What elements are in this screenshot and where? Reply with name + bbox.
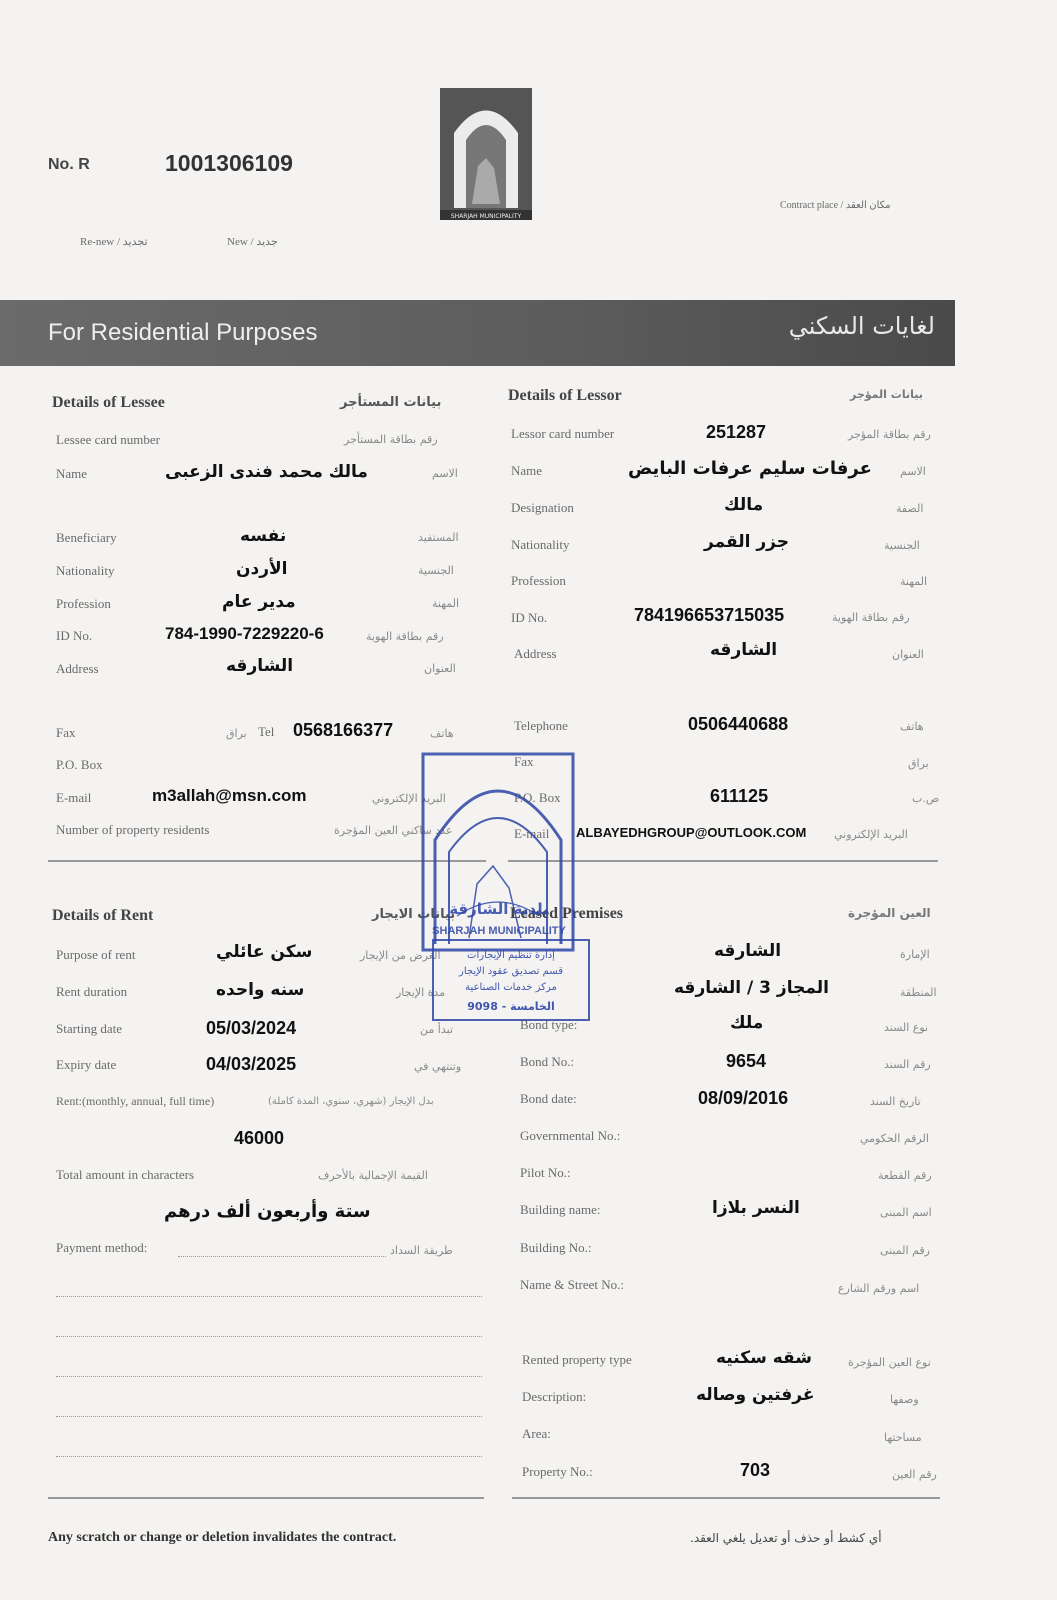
rent-start-label: Starting date bbox=[56, 1021, 123, 1036]
bottom-rule-left bbox=[48, 1497, 484, 1499]
purpose-banner bbox=[0, 300, 955, 366]
lessor-email-label: E-mail bbox=[514, 826, 550, 841]
premises-area-label-ar: مساحتها bbox=[884, 1431, 922, 1444]
lessee-id: 784-1990-7229220-6 bbox=[165, 624, 324, 643]
lessee-card-label: Lessee card number bbox=[56, 432, 160, 447]
premises-desc-label-ar: وصفها bbox=[890, 1393, 919, 1406]
lessor-fax-label: Fax bbox=[514, 754, 534, 769]
sharjah-municipality-stamp bbox=[413, 748, 601, 1038]
lessee-tel-label: Tel bbox=[258, 724, 275, 739]
premises-prop-no-label: Property No.: bbox=[522, 1464, 593, 1479]
premises-gov-label: Governmental No.: bbox=[520, 1128, 621, 1143]
lessee-address: الشارقه bbox=[226, 656, 294, 676]
premises-type-label: Rented property type bbox=[522, 1352, 632, 1367]
premises-section-title: Leased Premises bbox=[510, 905, 624, 922]
lessor-email-label-ar: البريد الإلكتروني bbox=[834, 828, 908, 841]
stamp-line-2: قسم تصديق عقود الإيجار bbox=[459, 966, 563, 977]
lessor-telephone-label-ar: هاتف bbox=[900, 720, 924, 733]
lessee-id-label-ar: رقم بطاقة الهوية bbox=[366, 630, 444, 643]
lessor-nationality-label-ar: الجنسية bbox=[884, 539, 920, 552]
rent-total-words: ستة وأربعون ألف درهم bbox=[164, 1201, 371, 1222]
premises-section-title-ar: العين المؤجرة bbox=[848, 906, 931, 920]
lessee-nationality-label: Nationality bbox=[56, 563, 115, 578]
footer-warning-ar: أي كشط أو حذف أو تعديل يلغي العقد. bbox=[690, 1531, 882, 1545]
lessee-profession-label: Profession bbox=[56, 596, 111, 611]
rent-duration-label: Rent duration bbox=[56, 984, 128, 999]
rent-expiry-label: Expiry date bbox=[56, 1057, 117, 1072]
blank-line bbox=[56, 1336, 482, 1337]
banner-title-ar: لغايات السكني bbox=[788, 312, 935, 340]
lessee-email-label: E-mail bbox=[56, 790, 92, 805]
rent-purpose: سكن عائلي bbox=[216, 942, 313, 962]
rent-start-date: 05/03/2024 bbox=[206, 1018, 297, 1038]
lessee-name-label-ar: الاسم bbox=[432, 467, 458, 480]
lessee-fax-label-ar: براق bbox=[226, 727, 247, 740]
lessee-fax-label: Fax bbox=[56, 725, 76, 740]
lessee-card-label-ar: رقم بطاقة المستأجر bbox=[344, 433, 438, 446]
rent-purpose-label: Purpose of rent bbox=[56, 947, 136, 962]
lessee-pobox-label: P.O. Box bbox=[56, 757, 103, 772]
premises-prop-no-label-ar: رقم العين bbox=[892, 1468, 937, 1481]
premises-building-name-label: Building name: bbox=[520, 1202, 601, 1217]
blank-line bbox=[56, 1456, 482, 1457]
new-checkbox-label: New / جديد bbox=[227, 236, 278, 248]
premises-prop-no: 703 bbox=[740, 1460, 771, 1480]
lessee-nationality: الأردن bbox=[236, 559, 288, 579]
lessor-telephone: 0506440688 bbox=[688, 714, 789, 734]
lessor-profession-label: Profession bbox=[511, 573, 566, 588]
premises-emirate-label-ar: الإمارة bbox=[900, 948, 930, 961]
lessor-section-title: Details of Lessor bbox=[508, 387, 622, 404]
stamp-line-3: مركز خدمات الصناعية bbox=[465, 982, 557, 993]
premises-bond-type-label: Bond type: bbox=[520, 1017, 578, 1032]
premises-bond-date-label: Bond date: bbox=[520, 1091, 577, 1106]
premises-building-no-label: Building No.: bbox=[520, 1240, 592, 1255]
contract-no-label: No. R bbox=[48, 156, 90, 173]
premises-type: شقه سكنيه bbox=[716, 1348, 812, 1368]
lessor-email: ALBAYEDHGROUP@OUTLOOK.COM bbox=[576, 825, 807, 840]
lessee-name-label: Name bbox=[56, 466, 88, 481]
lessee-section-title-ar: بيانات المستأجر bbox=[340, 395, 442, 410]
premises-bond-type-label-ar: نوع السند bbox=[884, 1021, 929, 1034]
lessor-name: عرفات سليم عرفات البايض bbox=[628, 458, 872, 479]
premises-street-label-ar: اسم ورقم الشارع bbox=[838, 1282, 920, 1295]
premises-area-name: المجاز 3 / الشارقه bbox=[674, 978, 829, 998]
rent-amount: 46000 bbox=[234, 1128, 285, 1148]
lessee-section-title: Details of Lessee bbox=[52, 394, 165, 411]
rent-payment-label: Payment method: bbox=[56, 1240, 148, 1255]
lessor-section-title-ar: بيانات المؤجر bbox=[850, 388, 923, 401]
premises-bond-no-label-ar: رقم السند bbox=[884, 1058, 931, 1071]
lessor-telephone-label: Telephone bbox=[514, 718, 568, 733]
stamp-title: بلدية الشارقة bbox=[449, 900, 549, 918]
premises-desc-label: Description: bbox=[522, 1389, 587, 1404]
logo-text: SHARJAH MUNICIPALITY bbox=[450, 213, 522, 220]
rent-payment-label-ar: طريقة السداد bbox=[390, 1244, 453, 1257]
lessor-id: 784196653715035 bbox=[634, 605, 785, 625]
lessor-name-label-ar: الاسم bbox=[900, 465, 926, 478]
premises-plot-label-ar: رقم القطعة bbox=[878, 1169, 932, 1182]
lessee-profession-label-ar: المهنة bbox=[432, 597, 460, 610]
contract-place-label: Contract place / مكان العقد bbox=[780, 200, 891, 211]
blank-line bbox=[56, 1376, 482, 1377]
premises-building-name: النسر بلازا bbox=[712, 1198, 800, 1218]
lessor-card-label-ar: رقم بطاقة المؤجر bbox=[848, 428, 931, 441]
lessee-residents-label: Number of property residents bbox=[56, 822, 210, 837]
premises-emirate: الشارقه bbox=[714, 941, 782, 961]
lessee-email: m3allah@msn.com bbox=[152, 786, 307, 805]
renew-checkbox-label: Re-new / تجديد bbox=[80, 236, 148, 248]
premises-area-name-label-ar: المنطقة bbox=[900, 986, 937, 999]
rent-expiry-date: 04/03/2025 bbox=[206, 1054, 297, 1074]
premises-bond-date: 08/09/2016 bbox=[698, 1088, 789, 1108]
lessor-address-label-ar: العنوان bbox=[892, 648, 924, 661]
lessee-email-label-ar: البريد الإلكتروني bbox=[372, 792, 446, 805]
premises-building-name-label-ar: اسم المبنى bbox=[880, 1206, 932, 1219]
premises-plot-label: Pilot No.: bbox=[520, 1165, 571, 1180]
premises-street-label: Name & Street No.: bbox=[520, 1277, 624, 1292]
premises-desc: غرفتين وصاله bbox=[696, 1385, 815, 1405]
rent-section-title-ar: بيانات الايجار bbox=[372, 907, 456, 922]
rent-total-label: Total amount in characters bbox=[56, 1167, 195, 1182]
lessee-nationality-label-ar: الجنسية bbox=[418, 564, 454, 577]
lessor-pobox: 611125 bbox=[710, 786, 769, 806]
rent-amount-label-ar: بدل الإيجار (شهري، سنوي، المدة كاملة) bbox=[268, 1096, 434, 1107]
rent-amount-label: Rent:(monthly, annual, full time) bbox=[56, 1094, 215, 1108]
lessee-id-label: ID No. bbox=[56, 628, 93, 643]
premises-area-label: Area: bbox=[522, 1426, 551, 1441]
rent-purpose-label-ar: الغرض من الإيجار bbox=[360, 949, 441, 962]
lessor-id-label: ID No. bbox=[511, 610, 548, 625]
rent-expiry-label-ar: وتنتهي في bbox=[414, 1060, 462, 1073]
premises-bond-type: ملك bbox=[730, 1013, 764, 1033]
blank-line bbox=[56, 1416, 482, 1417]
lessee-address-label-ar: العنوان bbox=[424, 662, 456, 675]
lessee-address-label: Address bbox=[56, 661, 99, 676]
lessor-designation: مالك bbox=[724, 495, 764, 515]
sharjah-municipality-logo bbox=[432, 78, 540, 228]
lessee-tel-label-ar: هاتف bbox=[430, 727, 454, 740]
lessor-address: الشارقه bbox=[710, 640, 778, 660]
lessor-id-label-ar: رقم بطاقة الهوية bbox=[832, 611, 910, 624]
lessor-pobox-label: P.O. Box bbox=[514, 790, 561, 805]
rent-payment-field bbox=[178, 1256, 386, 1257]
lessee-beneficiary: نفسه bbox=[240, 526, 287, 546]
stamp-en: SHARJAH MUNICIPALITY bbox=[432, 925, 566, 937]
lessor-card: 251287 bbox=[706, 422, 767, 442]
stamp-line-1: إدارة تنظيم الإيجارات bbox=[467, 950, 555, 961]
lessor-pobox-label-ar: ص.ب bbox=[912, 792, 940, 805]
rent-total-label-ar: القيمة الإجمالية بالأحرف bbox=[318, 1169, 428, 1182]
premises-bond-no-label: Bond No.: bbox=[520, 1054, 575, 1069]
premises-type-label-ar: نوع العين المؤجرة bbox=[848, 1356, 931, 1369]
lessor-nationality: جزر القمر bbox=[704, 532, 789, 552]
premises-bond-no: 9654 bbox=[726, 1051, 767, 1071]
contract-number: 1001306109 bbox=[165, 150, 293, 176]
lessee-tel: 0568166377 bbox=[293, 720, 394, 740]
premises-gov-label-ar: الرقم الحكومي bbox=[860, 1132, 929, 1145]
lessee-profession: مدير عام bbox=[222, 592, 296, 612]
premises-bond-date-label-ar: تاريخ السند bbox=[870, 1095, 921, 1108]
premises-building-no-label-ar: رقم المبنى bbox=[880, 1244, 930, 1257]
rent-duration: سنه واحده bbox=[216, 980, 305, 1000]
lessor-designation-label-ar: الصفة bbox=[896, 502, 924, 515]
lessor-name-label: Name bbox=[511, 463, 543, 478]
lessor-fax-label-ar: براق bbox=[908, 757, 929, 770]
lessor-card-label: Lessor card number bbox=[511, 426, 615, 441]
blank-line bbox=[56, 1296, 482, 1297]
stamp-line-4: الخامسة - 9098 bbox=[467, 1000, 555, 1013]
lessor-address-label: Address bbox=[514, 646, 557, 661]
rent-section-title: Details of Rent bbox=[52, 907, 154, 924]
rent-duration-label-ar: مدة الإيجار bbox=[396, 986, 446, 999]
rent-start-label-ar: تبدأ من bbox=[420, 1023, 453, 1036]
lessee-beneficiary-label-ar: المستفيد bbox=[418, 531, 459, 544]
lessor-profession-label-ar: المهنة bbox=[900, 575, 928, 588]
lessor-designation-label: Designation bbox=[511, 500, 574, 515]
lessor-nationality-label: Nationality bbox=[511, 537, 570, 552]
lessee-residents-label-ar: عدد ساكني العين المؤجرة bbox=[334, 824, 453, 837]
bottom-rule-right bbox=[512, 1497, 940, 1499]
lessee-name: مالك محمد فندى الزعبى bbox=[165, 462, 368, 482]
lessee-beneficiary-label: Beneficiary bbox=[56, 530, 117, 545]
footer-warning-en: Any scratch or change or deletion invalidates the contract. bbox=[48, 1530, 397, 1545]
banner-title-en: For Residential Purposes bbox=[48, 319, 318, 346]
